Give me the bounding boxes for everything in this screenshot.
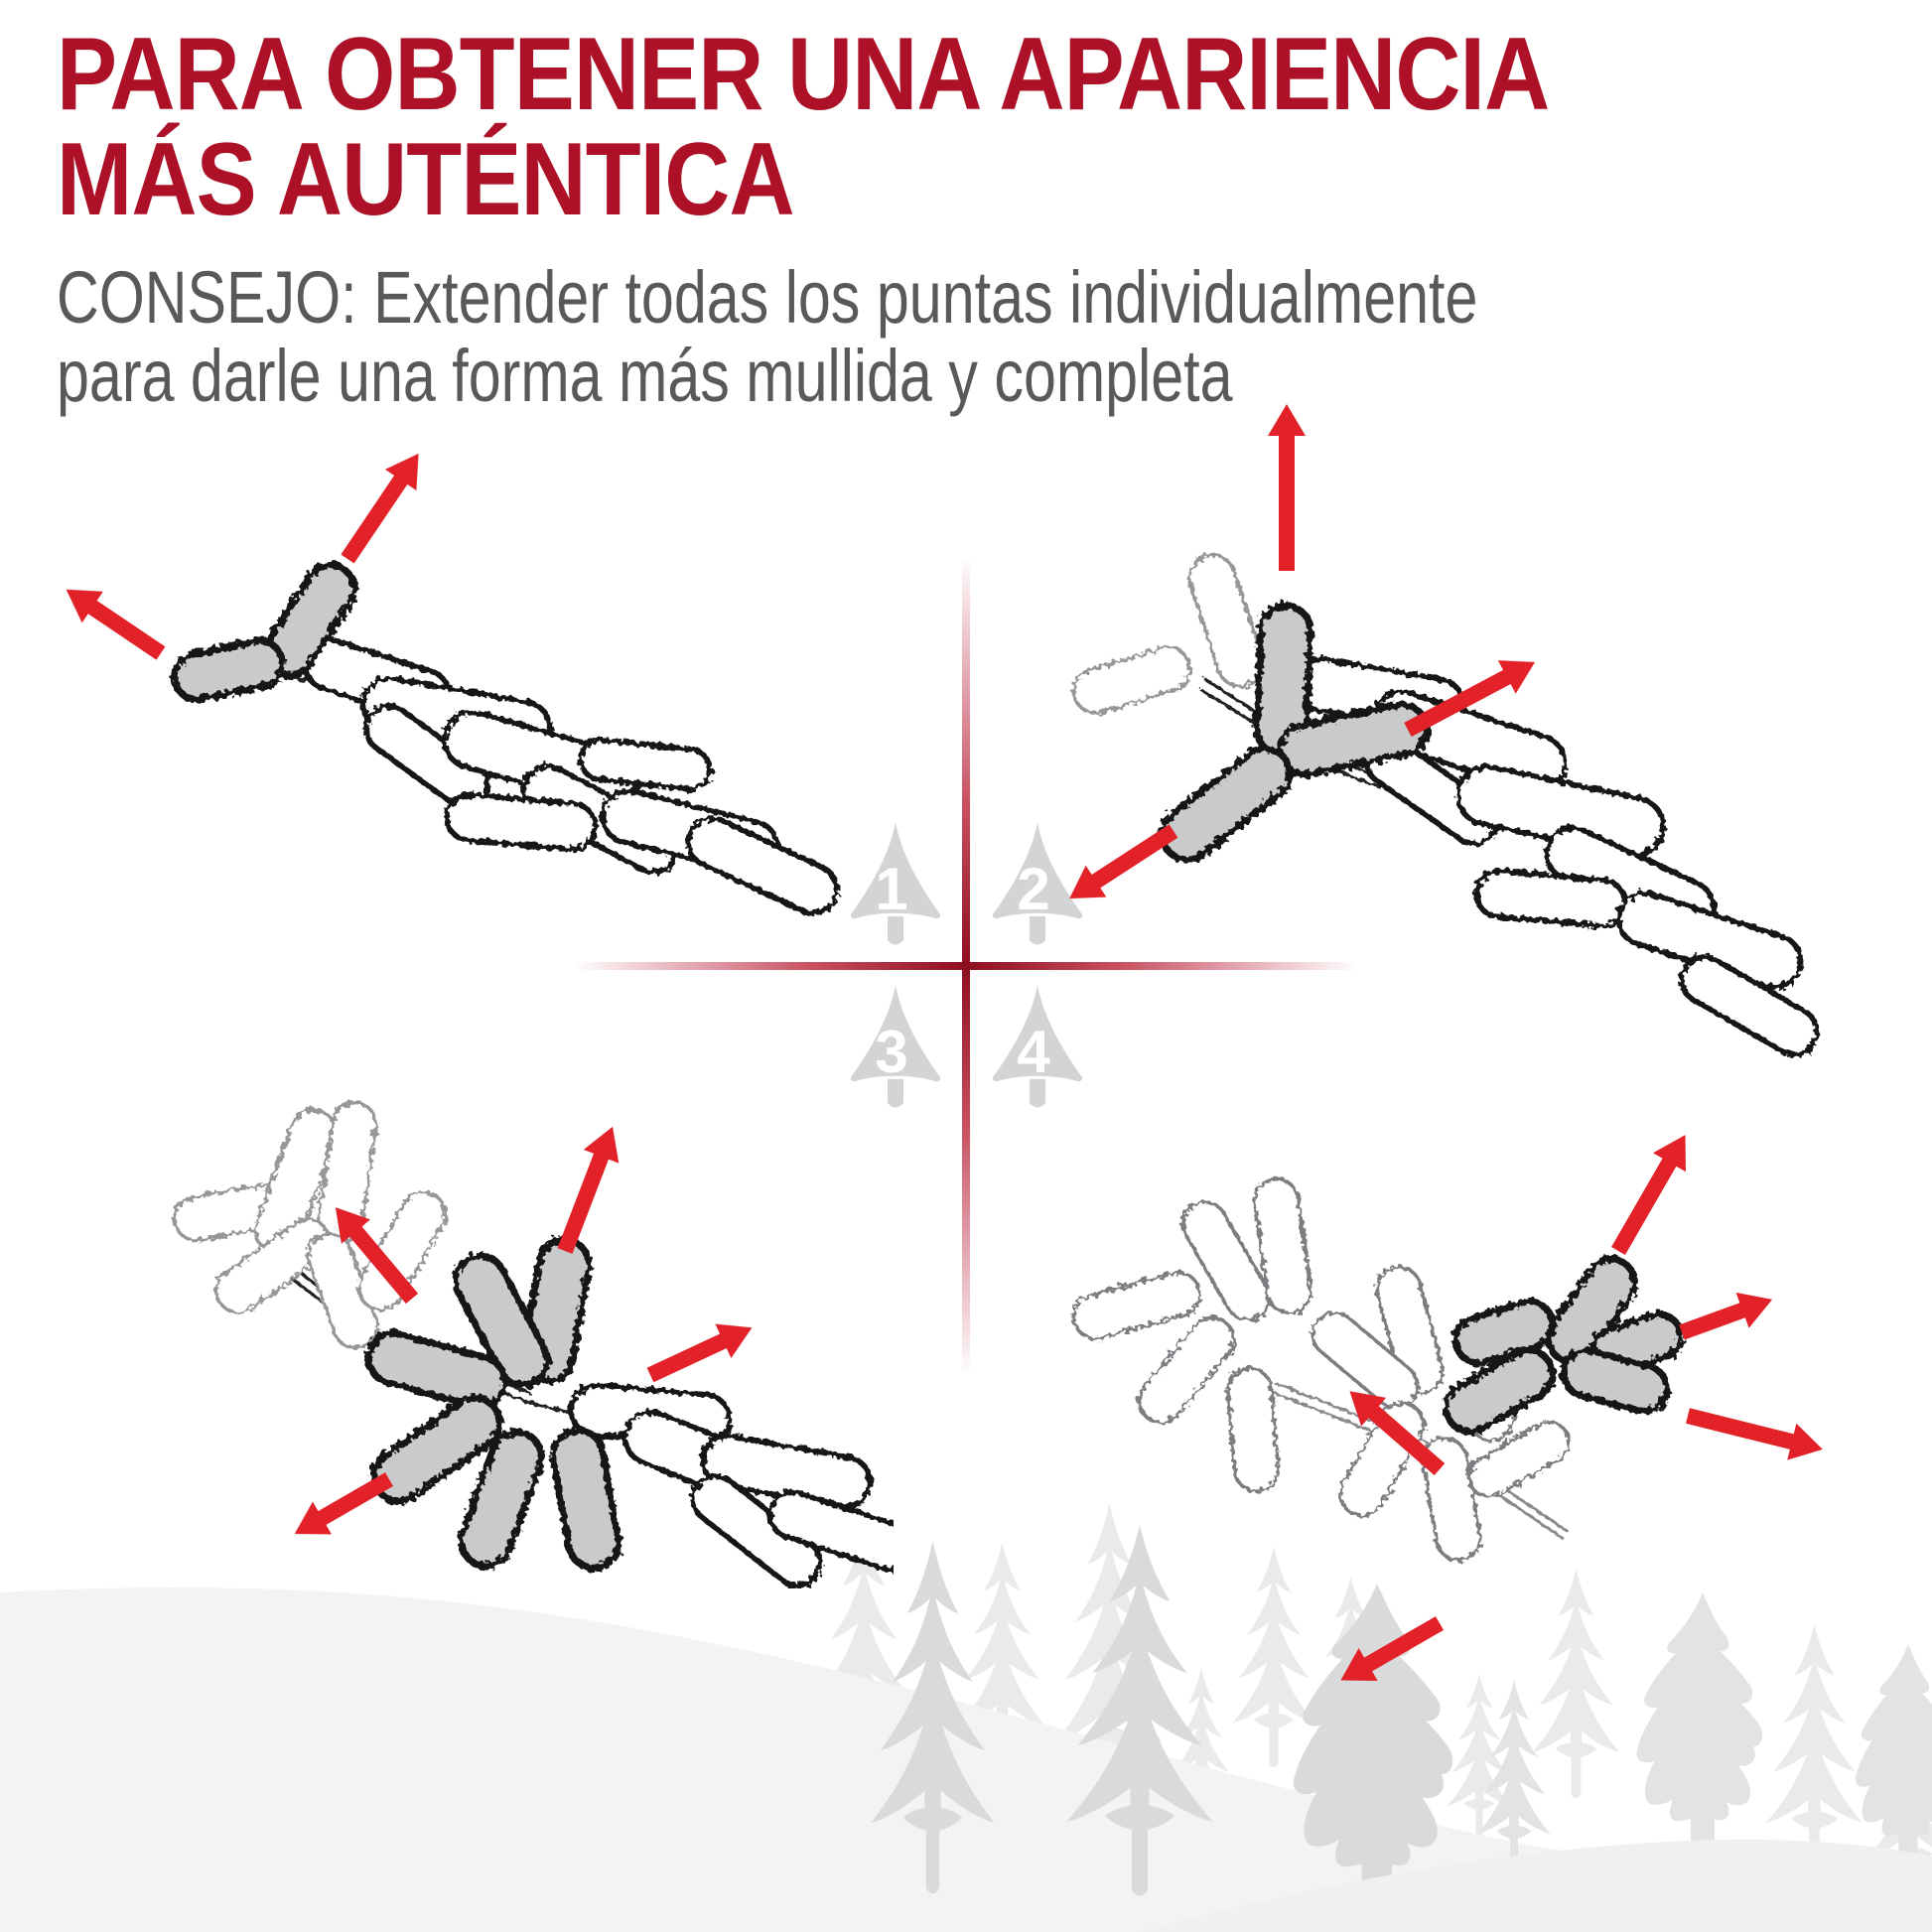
red-arrow-icon (1602, 1132, 1702, 1261)
branch-drawing (1068, 549, 1825, 1062)
pulled-gray-tip-left (170, 636, 286, 704)
page-subtitle (57, 258, 1833, 415)
red-arrow-icon (56, 574, 172, 669)
pulled-gray-tip-cluster (1438, 1250, 1687, 1441)
red-arrow-icon (285, 1463, 398, 1551)
step-4-branch-illustration (1023, 1132, 1932, 1688)
branch-drawing (171, 1100, 894, 1588)
step-3-branch-illustration (109, 1072, 894, 1588)
branch-drawing (1069, 1176, 1687, 1564)
red-arrow-icon (1268, 404, 1306, 571)
branch-body (299, 633, 845, 921)
step-1-number: 1 (875, 856, 908, 922)
red-arrow-icon (1676, 1282, 1779, 1350)
step-4-number: 4 (1017, 1019, 1050, 1085)
red-arrow-icon (1683, 1398, 1827, 1468)
previous-position-ghost-tips (171, 1100, 453, 1354)
red-arrow-icon (332, 443, 434, 569)
header (57, 17, 1833, 417)
step-1-branch-illustration (40, 427, 913, 923)
branch-drawing (170, 556, 844, 921)
crosshair-vertical-line (962, 556, 970, 1376)
red-arrow-icon (642, 1311, 759, 1392)
page-title-line-2: MÁS AUTÉNTICA (57, 122, 794, 237)
step-2-number: 2 (1017, 856, 1050, 922)
page-subtitle-line-2: para darle una forma más mullida y completa (57, 335, 1233, 417)
step-3-number: 3 (875, 1019, 908, 1085)
page-title (57, 17, 1833, 237)
page-title-line-1: PARA OBTENER UNA APARIENCIA (57, 17, 1550, 132)
pulled-gray-tip-down-left (1153, 739, 1301, 870)
page-subtitle-line-1: CONSEJO: Extender todas los puntas individualmente (57, 256, 1478, 339)
previous-position-ghost-tips (1068, 549, 1269, 718)
step-2-branch-illustration (1052, 382, 1932, 1077)
red-arrow-icon (1059, 815, 1184, 914)
red-arrow-icon (1331, 1607, 1449, 1688)
